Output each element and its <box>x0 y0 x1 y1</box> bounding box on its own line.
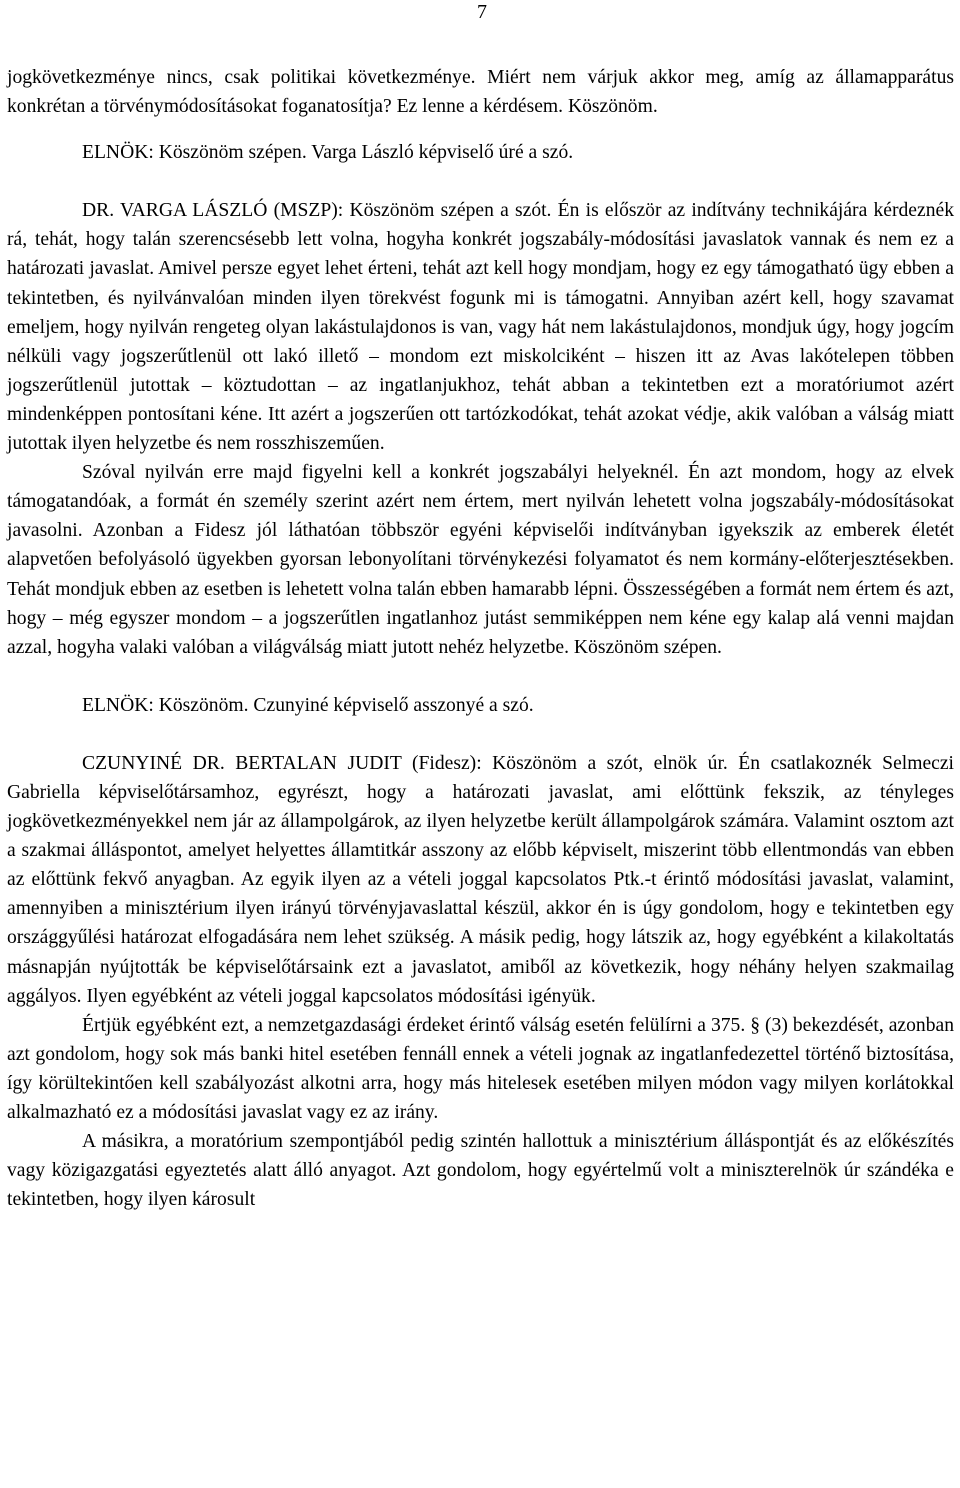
paragraph-chair-remark: ELNÖK: Köszönöm szépen. Varga László képviselő úré a szó. <box>82 142 574 164</box>
document-body <box>7 63 954 1214</box>
paragraph-czunyine-speech: CZUNYINÉ DR. BERTALAN JUDIT (Fidesz): Köszönöm a szót, elnök úr. Én csatlakoznék Selmeczi Gabriella képviselőtársamhoz, egyrészt, hogy a határozati javaslat, ami előttünk fekszik, az tényleges jogkövetkezményekkel nem jár az állampolgárok, az ilyen helyzetbe került állampolgárok számára. Valamint osztom azt a szakmai álláspontot, amelyet helyettes államtitkár asszony az előbb képviselt, miszerint több ellentmondás van ebben az előttünk fekvő anyagban. Az egyik ilyen az a vételi joggal kapcsolatos Ptk.-t érintő módosítási javaslat, valamint, amennyiben a minisztérium ilyen irányú törvényjavaslattal készül, akkor én is úgy gondolom, hogy e tekintetben egy országgyűlési határozat elfogadására nem lehet szükség. A másik pedig, hogy látszik az, hogy egyébként a kilakoltatás másnapján nyújtották be képviselőtársaink ezt a javaslatot, amiből az következik, hogy néhány helyen szakmailag aggályos. Ilyen egyébként az vételi joggal kapcsolatos módosítási igényük. <box>7 752 954 1007</box>
paragraph-continuation: jogkövetkezménye nincs, csak politikai következménye. Miért nem várjuk akkor meg, amíg az államapparátus konkrétan a törvénymódosításokat foganatosítja? Ez lenne a kérdésem. Köszönöm. <box>7 67 954 118</box>
paragraph-chair-remark-2: ELNÖK: Köszönöm. Czunyiné képviselő asszonyé a szó. <box>82 694 534 716</box>
paragraph-czunyine-speech-3: A másikra, a moratórium szempontjából pedig szintén hallottuk a minisztérium álláspontját és az előkészítés vagy közigazgatási egyeztetés alatt álló anyagot. Azt gondolom, hogy egyértelmű volt a miniszterelnök úr szándéka e tekintetben, hogy ilyen károsult <box>7 1131 954 1211</box>
paragraph-varga-speech-continued: Szóval nyilván erre majd figyelni kell a konkrét jogszabályi helyeknél. Én azt mondom, hogy az elvek támogatandóak, a formát én személy szerint azért nem értem, mert nyilván lehetett volna jogszabály-módosításokat javasolni. Azonban a Fidesz jól láthatóan többször egyéni képviselői indítványban igyekszik az emberek életét alapvetően befolyásoló ügyekben gyorsan lebonyolítani törvénykezési folyamatot és nem kormány-előterjesztésekben. Tehát mondjuk ebben az esetben is lehetett volna talán ebben hamarabb lépni. Összességében a formát nem értem és azt, hogy – még egyszer mondom – a jogszerűtlen ingatlanhoz jutást semmiképpen nem kéne egy kalap alá venni majdan azzal, hogyha valaki valóban a világválság miatt jutott nehéz helyzetbe. Köszönöm szépen. <box>7 462 954 658</box>
page-number: 7 <box>477 1 487 23</box>
paragraph-czunyine-speech-2: Értjük egyébként ezt, a nemzetgazdasági érdeket érintő válság esetén felülírni a 375. § (3) bekezdését, azonban azt gondolom, hogy sok más banki hitel esetében fennáll ennek a vételi jognak az ingatlanfedezettel történő biztosítása, így körültekintően kell szabályozást alkotni arra, hogy más hitelesek esetében milyen módon vagy milyen korlátokkal alkalmazható ez a módosítási javaslat vagy ez az irány. <box>7 1014 954 1123</box>
paragraph-varga-speech: DR. VARGA LÁSZLÓ (MSZP): Köszönöm szépen a szót. Én is először az indítvány technikájára kérdeznék rá, tehát, hogy talán szerencsésebb lett volna, hogyha konkrét jogszabály-módosítási javaslatok vannak és nem ez a határozati javaslat. Amivel persze egyet lehet érteni, tehát azt kell hogy mondjam, hogy ez egy támogatható ügy ebben a tekintetben, és nyilvánvalóan minden ilyen törekvést fogunk mi is támogatni. Annyiban azért kell, hogy szavamat emeljem, hogy nyilván rengeteg olyan lakástulajdonos is van, vagy hát nem lakástulajdonos, mondjuk úgy, hogy jogcím nélküli vagy jogszerűtlenül ott lakó illető – mondom ezt miskolciként – hiszen itt az Avas lakótelepen többen jogszerűtlenül jutottak – köztudottan – az ingatlanjukhoz, tehát abban a tekintetben ezt a moratóriumot azért mindenképpen pontosítani kéne. Itt azért a jogszerűen ott tartózkodókat, tehát azokat védje, akik valóban a válság miatt jutottak ilyen helyzetbe és nem rosszhiszeműen. <box>7 200 954 455</box>
